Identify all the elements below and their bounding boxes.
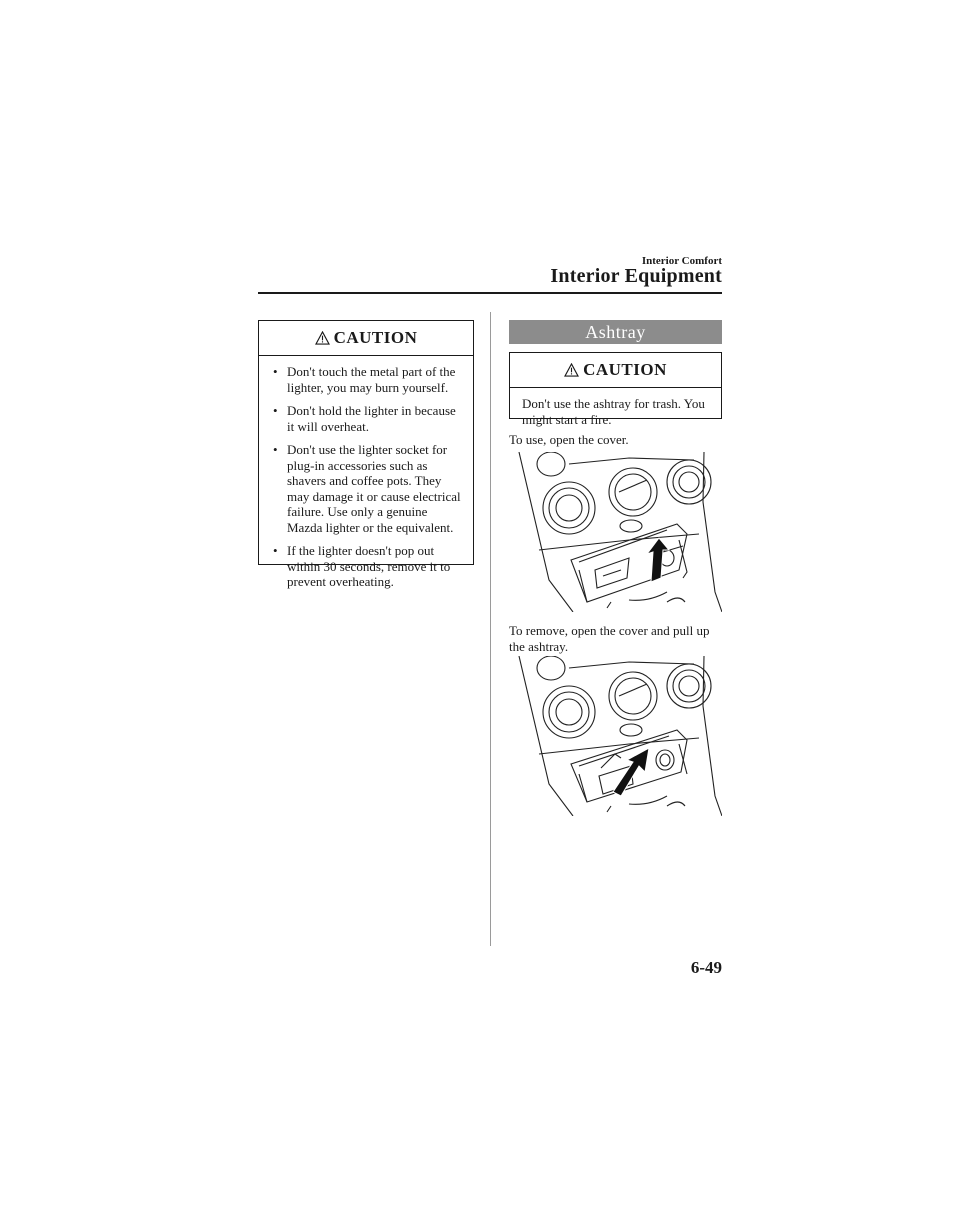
lighter-caution-box xyxy=(258,320,474,589)
step-open-text: To use, open the cover. xyxy=(509,432,629,447)
up-arrow-icon xyxy=(647,538,669,582)
column-divider xyxy=(490,312,491,946)
caution-heading xyxy=(259,321,473,356)
header-rule xyxy=(258,292,722,294)
list-item: • Don't hold the lighter in because it will overheat. xyxy=(273,403,463,434)
page-number: 6-49 xyxy=(690,958,722,977)
ashtray-remove-illustration xyxy=(509,656,722,816)
caution-text: Don't use the ashtray for trash. You might start a fire. xyxy=(522,396,705,427)
section-label: Interior Comfort xyxy=(641,255,722,267)
up-arrow-icon xyxy=(613,748,649,796)
list-item: • If the lighter doesn't pop out within 30 seconds, remove it to prevent overheating. xyxy=(273,543,463,590)
caution-heading-text: CAUTION xyxy=(333,328,418,347)
caution-list xyxy=(259,356,473,602)
list-item: • Don't touch the metal part of the lighter, you may burn yourself. xyxy=(273,364,463,395)
list-item: • Don't use the lighter socket for plug-in accessories such as shavers and coffee pots. They may damage it or cause electrical failure. Use only a genuine Mazda lighter or the equivalent. xyxy=(273,442,463,535)
caution-heading-text: CAUTION xyxy=(583,360,667,379)
warning-triangle-icon xyxy=(564,363,579,377)
warning-triangle-icon xyxy=(315,331,330,345)
ashtray-open-illustration xyxy=(509,452,722,612)
section-title: Interior Equipment xyxy=(550,265,722,287)
step-remove-text: To remove, open the cover and pull up the ashtray. xyxy=(509,623,710,654)
caution-heading xyxy=(510,353,721,388)
ashtray-caution-box xyxy=(509,352,722,427)
ashtray-banner: Ashtray xyxy=(509,320,722,344)
